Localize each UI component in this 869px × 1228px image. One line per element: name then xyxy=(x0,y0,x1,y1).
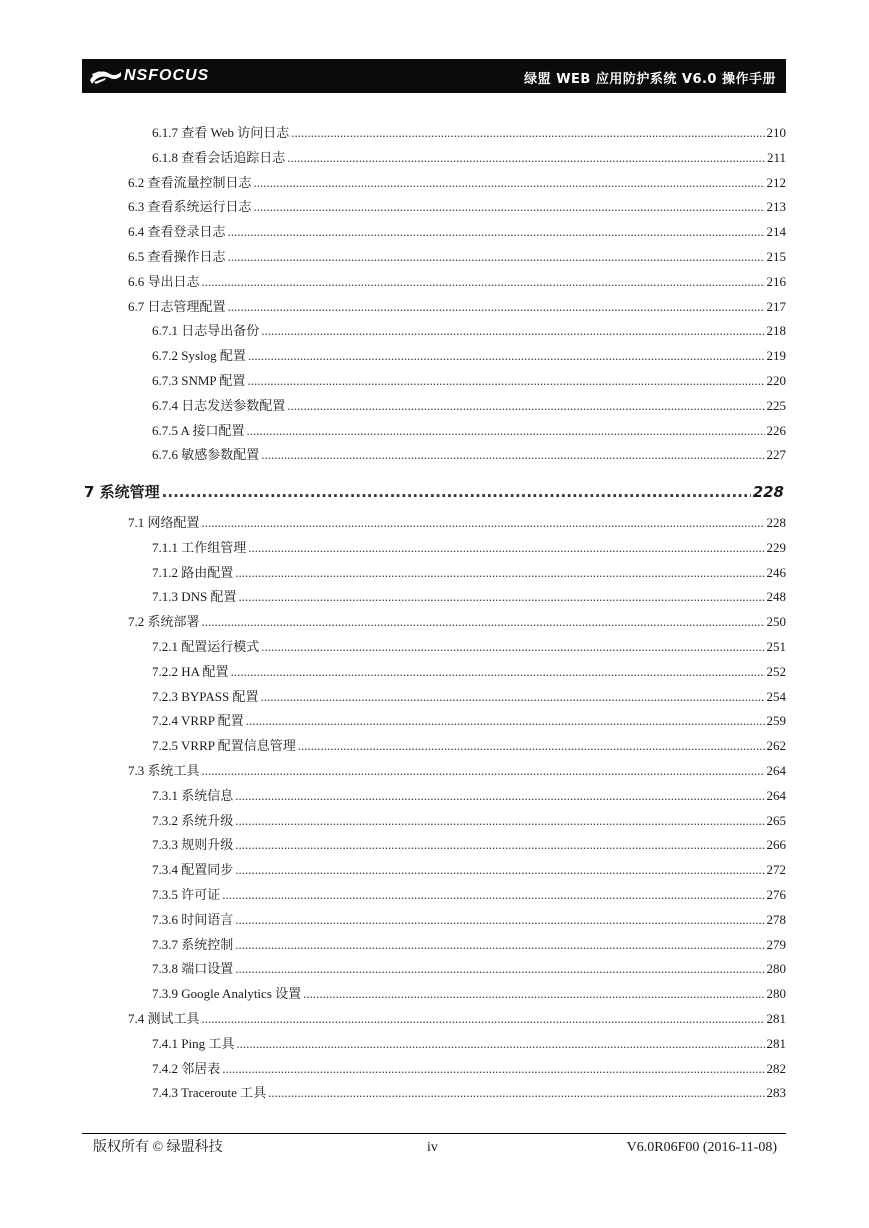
toc-leader-dots xyxy=(235,786,764,806)
toc-entry[interactable] xyxy=(152,984,786,1004)
toc-entry[interactable] xyxy=(128,297,786,317)
toc-leader-dots xyxy=(222,885,764,905)
toc-entry-label: 7.4.2 邻居表 xyxy=(152,1061,221,1076)
toc-entry-label: 7.2.3 BYPASS 配置 xyxy=(152,689,259,704)
toc-leader-dots xyxy=(202,612,765,632)
toc-entry-page: 254 xyxy=(766,689,786,704)
toc-entry[interactable] xyxy=(152,637,786,657)
toc-entry[interactable] xyxy=(152,711,786,731)
toc-entry-page: 278 xyxy=(766,912,786,927)
toc-entry-label: 6.7.1 日志导出备份 xyxy=(152,323,260,338)
toc-leader-dots xyxy=(246,711,765,731)
toc-entry-label: 7.2.2 HA 配置 xyxy=(152,664,229,679)
toc-leader-dots xyxy=(235,910,764,930)
toc-leader-dots xyxy=(287,396,764,416)
toc-entry-page: 220 xyxy=(766,373,786,388)
toc-entry[interactable] xyxy=(152,421,786,441)
toc-entry-label: 7.3.7 系统控制 xyxy=(152,937,234,952)
toc-entry[interactable] xyxy=(152,736,786,756)
toc-leader-dots xyxy=(202,513,765,533)
toc-leader-dots xyxy=(228,297,765,317)
toc-entry[interactable] xyxy=(152,835,786,855)
toc-entry-label: 7.2.4 VRRP 配置 xyxy=(152,713,244,728)
toc-entry[interactable] xyxy=(128,272,786,292)
toc-entry[interactable] xyxy=(152,1034,786,1054)
toc-leader-dots xyxy=(235,835,764,855)
toc-entry-page: 264 xyxy=(766,788,786,803)
toc-entry[interactable] xyxy=(128,612,786,632)
toc-entry-page: 276 xyxy=(766,887,786,902)
toc-leader-dots xyxy=(261,321,764,341)
toc-leader-dots xyxy=(231,662,765,682)
toc-entry[interactable] xyxy=(152,860,786,880)
toc-entry[interactable] xyxy=(152,687,786,707)
footer-divider xyxy=(82,1133,786,1134)
toc-entry-page: 228 xyxy=(766,515,786,530)
toc-entry-page: 218 xyxy=(766,323,786,338)
toc-entry[interactable] xyxy=(128,173,786,193)
toc-entry-label: 6.5 查看操作日志 xyxy=(128,249,226,264)
toc-entry-page: 272 xyxy=(766,862,786,877)
toc-entry-page: 252 xyxy=(766,664,786,679)
toc-leader-dots xyxy=(248,346,765,366)
page-header xyxy=(82,59,786,93)
toc-leader-dots xyxy=(248,538,764,558)
toc-entry-label: 7.1 网络配置 xyxy=(128,515,200,530)
toc-leader-dots xyxy=(236,1034,764,1054)
toc-entry-label: 7.3.8 端口设置 xyxy=(152,961,234,976)
toc-leader-dots xyxy=(222,1059,764,1079)
toc-entry[interactable] xyxy=(152,371,786,391)
toc-entry-label: 6.2 查看流量控制日志 xyxy=(128,175,252,190)
toc-entry-label: 7.3.9 Google Analytics 设置 xyxy=(152,986,302,1001)
toc-entry-label: 6.4 查看登录日志 xyxy=(128,224,226,239)
footer-page-number: iv xyxy=(427,1140,438,1155)
toc-entry-page: 280 xyxy=(766,986,786,1001)
toc-entry-label: 6.7.5 A 接口配置 xyxy=(152,423,245,438)
toc-leader-dots xyxy=(247,371,764,391)
toc-entry-page: 282 xyxy=(766,1061,786,1076)
toc-entry[interactable] xyxy=(152,346,786,366)
toc-leader-dots xyxy=(260,687,764,707)
toc-entry-page: 216 xyxy=(766,274,786,289)
toc-entry[interactable] xyxy=(152,662,786,682)
toc-entry-label: 7.3.2 系统升级 xyxy=(152,813,234,828)
toc-entry-page: 211 xyxy=(766,150,786,165)
toc-leader-dots xyxy=(202,1009,765,1029)
toc-entry-page: 227 xyxy=(766,447,786,462)
toc-entry[interactable] xyxy=(152,1059,786,1079)
toc-leader-dots xyxy=(239,587,765,607)
toc-entry-page: 219 xyxy=(766,348,786,363)
toc-entry[interactable] xyxy=(152,148,786,168)
toc-leader-dots xyxy=(291,123,764,143)
toc-entry-page: 264 xyxy=(766,763,786,778)
toc-entry[interactable] xyxy=(152,786,786,806)
toc-entry-label: 6.1.8 查看会话追踪日志 xyxy=(152,150,286,165)
toc-leader-dots xyxy=(235,563,764,583)
toc-leader-dots xyxy=(254,197,765,217)
toc-leader-dots xyxy=(254,173,765,193)
toc-entry-label: 6.7.6 敏感参数配置 xyxy=(152,447,260,462)
toc-entry-label: 7.3.4 配置同步 xyxy=(152,862,234,877)
toc-entry[interactable] xyxy=(152,1083,786,1103)
toc-entry-page: 226 xyxy=(766,423,786,438)
toc-entry-label: 7.4.3 Traceroute 工具 xyxy=(152,1085,267,1100)
toc-entry-label: 7.3.6 时间语言 xyxy=(152,912,234,927)
toc-entry[interactable] xyxy=(128,761,786,781)
toc-entry-page: 279 xyxy=(766,937,786,952)
toc-leader-dots xyxy=(202,761,765,781)
toc-leader-dots xyxy=(298,736,765,756)
toc-entry-page: 281 xyxy=(766,1011,786,1026)
toc-entry[interactable] xyxy=(152,321,786,341)
toc-entry[interactable] xyxy=(128,1009,786,1029)
toc-entry-label: 6.7.4 日志发送参数配置 xyxy=(152,398,286,413)
toc-entry[interactable] xyxy=(152,910,786,930)
flag-logo-icon xyxy=(88,66,122,86)
toc-entry-page: 250 xyxy=(766,614,786,629)
toc-leader-dots xyxy=(287,148,765,168)
toc-entry[interactable] xyxy=(152,538,786,558)
toc-leader-dots xyxy=(228,222,765,242)
toc-leader-dots xyxy=(235,860,764,880)
toc-leader-dots xyxy=(228,247,765,267)
toc-entry-label: 7.3.5 许可证 xyxy=(152,887,221,902)
toc-entry-label: 7.2.5 VRRP 配置信息管理 xyxy=(152,738,296,753)
toc-entry-label: 7.3.3 规则升级 xyxy=(152,837,234,852)
toc-entry-label: 7.1.1 工作组管理 xyxy=(152,540,247,555)
toc-entry[interactable] xyxy=(152,123,786,143)
toc-entry-page: 259 xyxy=(766,713,786,728)
toc-entry-page: 225 xyxy=(766,398,786,413)
toc-entry-label: 6.1.7 查看 Web 访问日志 xyxy=(152,125,290,140)
toc-entry[interactable] xyxy=(152,959,786,979)
toc-entry[interactable] xyxy=(152,396,786,416)
toc-leader-dots xyxy=(261,637,764,657)
toc-entry[interactable] xyxy=(84,482,784,502)
toc-entry-page: 214 xyxy=(766,224,786,239)
toc-entry[interactable] xyxy=(128,513,786,533)
document-title: 绿盟 WEB 应用防护系统 V6.0 操作手册 xyxy=(524,72,776,87)
toc-leader-dots xyxy=(261,445,764,465)
toc-entry-label: 7.2.1 配置运行模式 xyxy=(152,639,260,654)
toc-entry-page: 248 xyxy=(766,589,786,604)
toc-entry-label: 7.4 测试工具 xyxy=(128,1011,200,1026)
toc-entry-label: 6.7.2 Syslog 配置 xyxy=(152,348,246,363)
toc-leader-dots xyxy=(235,811,764,831)
toc-leader-dots xyxy=(246,421,764,441)
toc-leader-dots xyxy=(202,272,765,292)
nsfocus-logo xyxy=(88,66,209,86)
toc-entry-page: 212 xyxy=(766,175,786,190)
toc-entry[interactable] xyxy=(152,445,786,465)
toc-entry-page: 281 xyxy=(766,1036,786,1051)
toc-entry-label: 7.2 系统部署 xyxy=(128,614,200,629)
toc-leader-dots xyxy=(303,984,764,1004)
toc-leader-dots xyxy=(235,935,764,955)
toc-entry-label: 6.6 导出日志 xyxy=(128,274,200,289)
toc-entry-page: 265 xyxy=(766,813,786,828)
toc-entry-page: 262 xyxy=(766,738,786,753)
toc-entry-page: 280 xyxy=(766,961,786,976)
toc-entry-label: 7 系统管理 xyxy=(84,483,160,501)
toc-entry-page: 266 xyxy=(766,837,786,852)
toc-entry[interactable] xyxy=(152,563,786,583)
toc-entry[interactable] xyxy=(128,197,786,217)
toc-entry-label: 7.3 系统工具 xyxy=(128,763,200,778)
toc-entry[interactable] xyxy=(152,587,786,607)
toc-entry-label: 6.7.3 SNMP 配置 xyxy=(152,373,246,388)
toc-entry-label: 7.1.3 DNS 配置 xyxy=(152,589,237,604)
toc-entry-label: 6.7 日志管理配置 xyxy=(128,299,226,314)
toc-entry-page: 217 xyxy=(766,299,786,314)
toc-entry-page: 228 xyxy=(752,483,784,501)
toc-entry-page: 229 xyxy=(766,540,786,555)
toc-leader-dots xyxy=(162,482,751,502)
toc-entry-page: 210 xyxy=(766,125,786,140)
footer-version: V6.0R06F00 (2016-11-08) xyxy=(626,1140,777,1155)
logo-wordmark: NSFOCUS xyxy=(124,67,210,84)
toc-entry[interactable] xyxy=(152,811,786,831)
toc-entry-page: 283 xyxy=(766,1085,786,1100)
footer-copyright: 版权所有 © 绿盟科技 xyxy=(93,1140,223,1155)
toc-entry-page: 213 xyxy=(766,199,786,214)
toc-entry-page: 215 xyxy=(766,249,786,264)
toc-entry[interactable] xyxy=(152,935,786,955)
toc-entry-page: 251 xyxy=(766,639,786,654)
toc-leader-dots xyxy=(235,959,764,979)
toc-entry[interactable] xyxy=(128,247,786,267)
toc-entry-label: 7.4.1 Ping 工具 xyxy=(152,1036,235,1051)
toc-entry[interactable] xyxy=(152,885,786,905)
toc-entry-label: 7.1.2 路由配置 xyxy=(152,565,234,580)
toc-leader-dots xyxy=(268,1083,764,1103)
toc-entry-label: 6.3 查看系统运行日志 xyxy=(128,199,252,214)
toc-entry-page: 246 xyxy=(766,565,786,580)
toc-entry-label: 7.3.1 系统信息 xyxy=(152,788,234,803)
toc-entry[interactable] xyxy=(128,222,786,242)
